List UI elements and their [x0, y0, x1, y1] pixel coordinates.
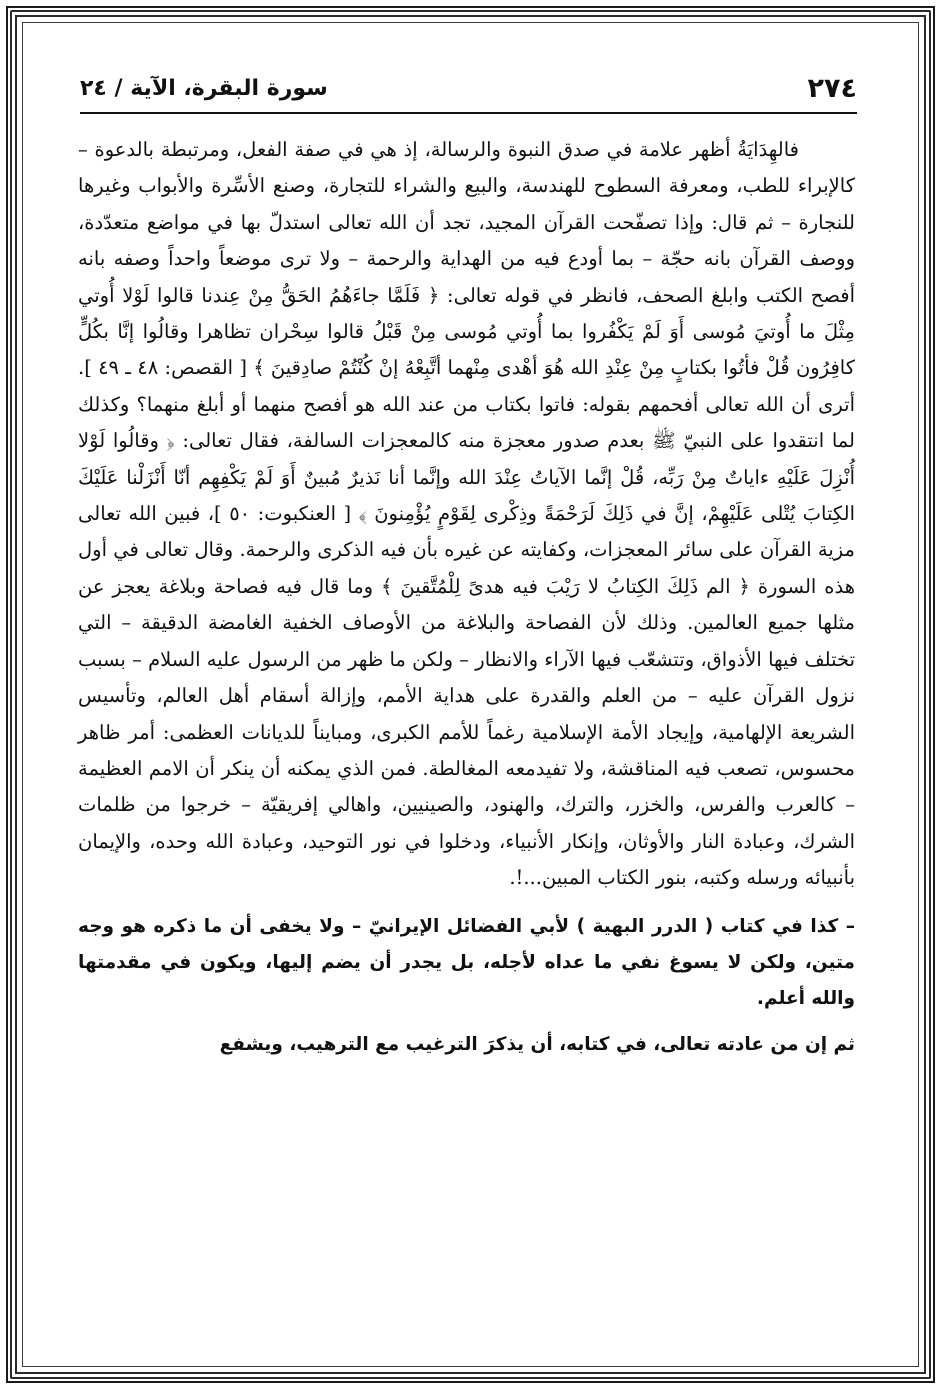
paragraph-main: فالهِدَايَةُ أظهر علامة في صدق النبوة والرسالة، إذ هي في صفة الفعل، ومرتبطة بالدعوة – كالإبراء للطب، ومعرفة السطوح للهندسة، والبيع والشراء للتجارة، وصنع الأسِّرة والأبواب وغيرها للنجارة – ثم قال: وإذا تصفّحت القرآن المجيد، تجد أن الله تعالى استدلّ بها في مواضع متعدّدة، ووصف القرآن بانه حجّة – بما أودع فيه من الهداية والرحمة – ولا ترى موضعاً واحداً وصفه بانه أفصح الكتب وابلغ الصحف، فانظر في قوله تعالى: ﴿ فَلَمَّا جاءَهُمُ الحَقُّ مِنْ عِندنا قالوا لَوْلا أُوتي مِثْلَ ما أُوتيَ مُوسى أَوَ لَمْ يَكْفُروا بما أُوتي مُوسى مِنْ قَبْلُ قالوا سِحْران تظاهرا وقالُوا إنَّا بكُلٍّ كافِرُون قُلْ فأتُوا بكتابٍ مِنْ عِنْدِ الله هُوَ أهْدى مِنْهما أتَّبِعْهُ إنْ كُنْتُمْ صادِقينَ ﴾ [ القصص: ٤٨ ـ ٤٩ ]. أترى أن الله تعالى أفحمهم بقوله: فاتوا بكتاب من عند الله هو أفصح منهما أو أبلغ منهما؟ وكذلك لما انتقدوا على النبيّ ﷺ بعدم صدور معجزة منه كالمعجزات السالفة، فقال تعالى: ﴿ وقالُوا لَوْلا أُنْزِلَ عَلَيْهِ ءاياتٌ مِنْ رَبِّه، قُلْ إنَّما الآياتُ عِنْدَ الله وإنَّما أنا نَذيرٌ مُبينٌ أَوَ لَمْ يَكْفِهِم أنّا أَنْزَلْنا عَلَيْكَ الكِتابَ يُتْلى عَلَيْهِمْ، إنَّ في ذَلِكَ لَرَحْمَةً وذِكْرى لِقَوْمٍ يُؤْمِنونَ ﴾ [ العنكبوت: ٥٠ ]، فبين الله تعالى مزية القرآن على سائر المعجزات، وكفايته عن غيره بأن فيه الذكرى والرحمة. وقال تعالى في أول هذه السورة ﴿ الم ذَلِكَ الكِتابُ لا رَيْبَ فيه هدىً لِلْمُتَّقينَ ﴾ وما قال فيه فصاحة وبلاغة يعجز عن مثلها جميع العالمين. وذلك لأن الفصاحة والبلاغة من الأوصاف الخفية الغامضة الدقيقة – التي تختلف فيها الأذواق، وتتشعّب فيها الآراء والانظار – ولكن ما ظهر من الرسول عليه السلام – بسبب نزول القرآن عليه – من العلم والقدرة على هداية الأمم، وإزالة أسقام أهل العالم، وتأسيس الشريعة الإلهامية، وإيجاد الأمة الإسلامية رغماً للأمم الكبرى، ومبايناً للديانات العظمى: أمر ظاهر محسوس، تصعب فيه المناقشة، ولا تفيدمعه المغالطة. فمن الذي يمكنه أن ينكر أن الامم العظيمة – كالعرب والفرس، والخزر، والترك، والهنود، والصينيين، واهالي إفريقيّة – خرجوا من ظلمات الشرك، وعبادة النار والأوثان، وإنكار الأنبياء، ودخلوا في نور التوحيد، وعبادة الله وحده، والإيمان بأنبيائه ورسله وكتبه، بنور الكتاب المبين...!.: [78, 138, 855, 890]
page-body: [78, 132, 855, 1063]
running-header: [80, 68, 857, 108]
paragraph-source-note: – كذا في كتاب ( الدرر البهية ) لأبي الفضائل الإيرانيّ – ولا يخفى أن ما ذكره هو وجه متين، ولكن لا يسوغ نفي ما عداه لأجله، بل يجدر أن يضم إليها، ويكون في مقدمتها والله أعلم.: [78, 915, 855, 1009]
page-number: ٢٧٤: [807, 72, 857, 104]
running-title: سورة البقرة، الآية / ٢٤: [80, 75, 328, 101]
paragraph-continuation: ثم إن من عادته تعالى، في كتابه، أن يذكرَ الترغيب مع الترهيب، ويشفع: [219, 1033, 855, 1055]
header-rule: [80, 112, 857, 114]
